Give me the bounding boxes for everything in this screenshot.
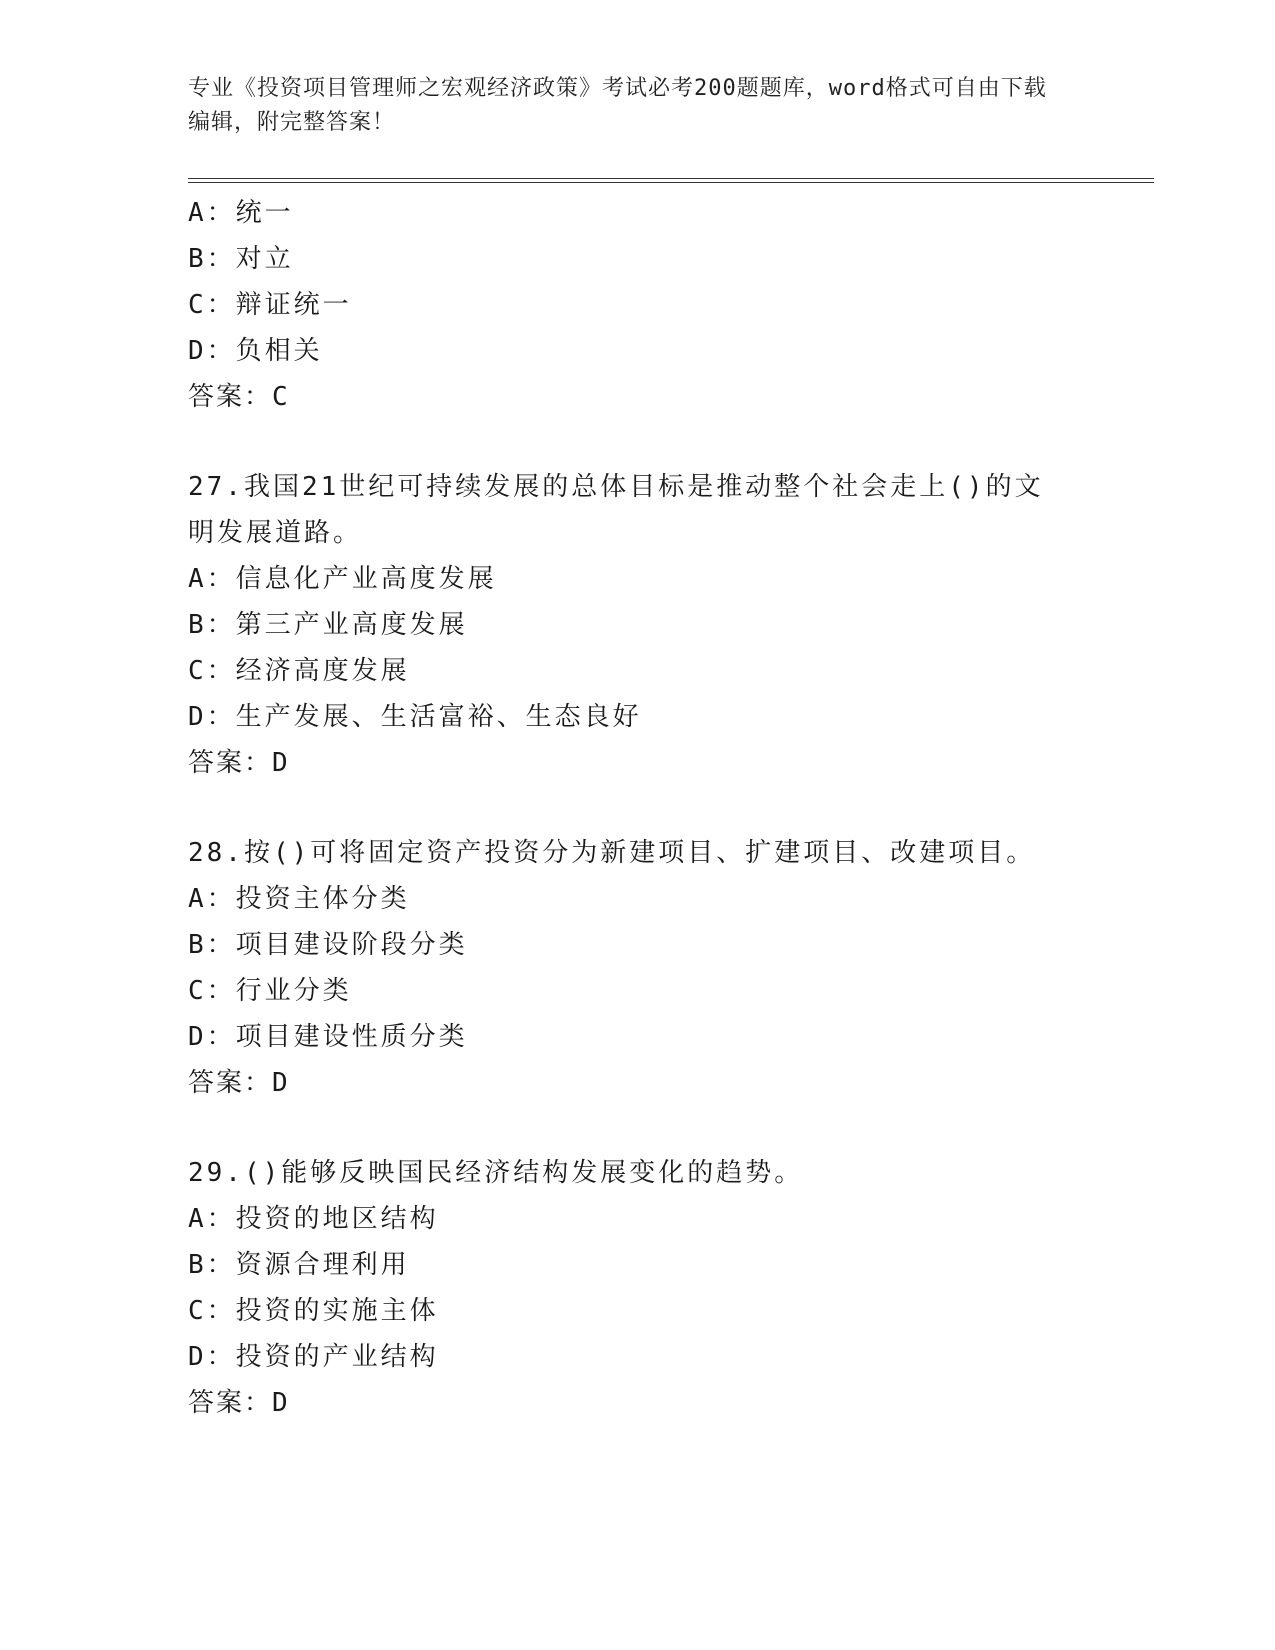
option-b: B：对立 [188,244,294,274]
option-a: A：投资主体分类 [188,884,410,914]
answer-line: 答案：C [188,382,290,412]
option-d: D：项目建设性质分类 [188,1022,468,1052]
question-stem: 27.我国21世纪可持续发展的总体目标是推动整个社会走上()的文明发展道路。 [188,472,1044,548]
option-d: D：负相关 [188,336,323,366]
question-27 [188,464,1148,786]
answer-line: 答案：D [188,1068,290,1098]
option-c: C：辩证统一 [188,290,352,320]
answer-line: 答案：D [188,1388,290,1418]
option-d: D：投资的产业结构 [188,1342,439,1372]
option-c: C：行业分类 [188,976,352,1006]
option-a: A：统一 [188,198,294,228]
document-header: 专业《投资项目管理师之宏观经济政策》考试必考200题题库，word格式可自由下载编辑，附完整答案！ [188,76,1047,135]
option-d: D：生产发展、生活富裕、生态良好 [188,702,642,732]
question-stem: 29.()能够反映国民经济结构发展变化的趋势。 [188,1158,804,1188]
header-rule-top [188,178,1154,179]
header-rule-bottom [188,182,1154,183]
option-b: B：资源合理利用 [188,1250,410,1280]
question-stem: 28.按()可将固定资产投资分为新建项目、扩建项目、改建项目。 [188,838,1036,868]
option-a: A：信息化产业高度发展 [188,564,497,594]
question-list [188,190,1148,1426]
option-b: B：第三产业高度发展 [188,610,468,640]
question-28 [188,830,1148,1106]
option-b: B：项目建设阶段分类 [188,930,468,960]
option-a: A：投资的地区结构 [188,1204,439,1234]
option-c: C：投资的实施主体 [188,1296,439,1326]
option-c: C：经济高度发展 [188,656,410,686]
question-29 [188,1150,1148,1426]
question-26 [188,190,1148,420]
answer-line: 答案：D [188,748,290,778]
